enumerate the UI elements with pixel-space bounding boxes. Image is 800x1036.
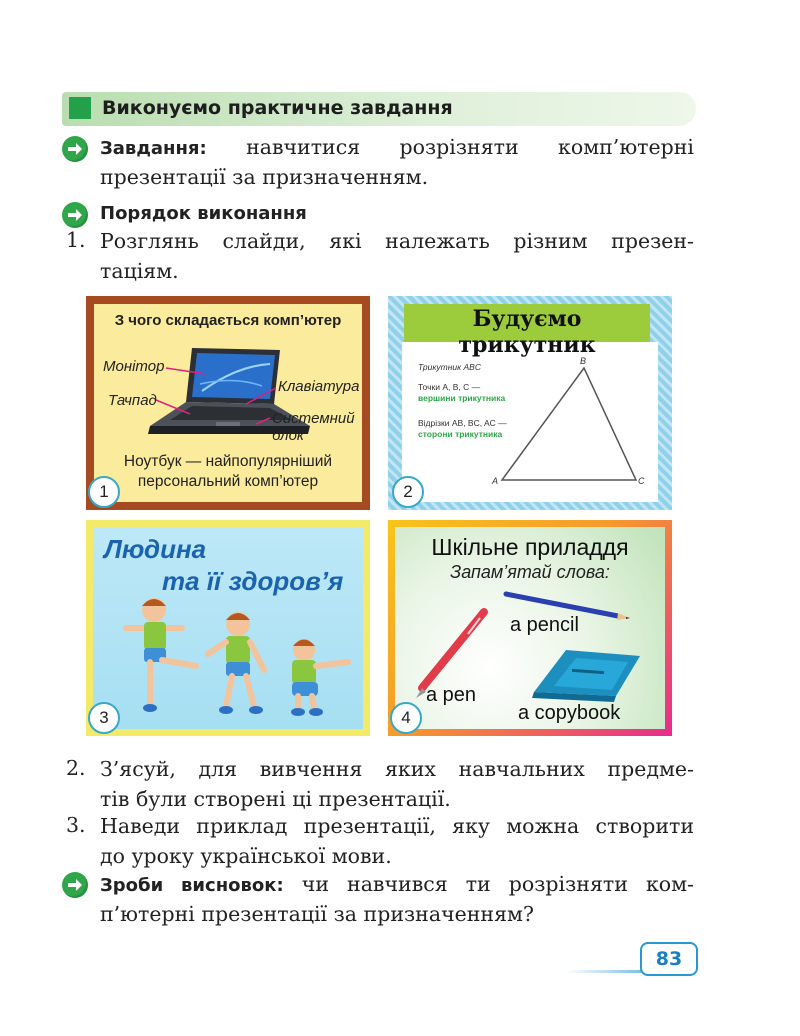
word-copybook: a copybook [518,702,621,724]
task-line-1 [100,132,694,164]
section-title: Виконуємо практичне завдання [102,97,453,119]
triangle-figure [388,296,672,510]
arrow-right-icon [62,202,88,228]
slide-2-text-1: Трикутник ABC [418,362,481,372]
slide-4-title: Шкільне приладдя [431,534,629,560]
slide-1-title: З чого складається комп’ютер [114,312,342,329]
step-2-line-2: тів були створені ці презентації. [100,787,451,811]
task-text-1: навчитися розрізняти комп’ютерні [246,135,694,159]
copybook-icon [532,650,640,702]
section-header [62,92,696,126]
page-number: 83 [640,942,698,976]
slide-2-text-3: вершини трикутника [418,393,506,403]
label-system-unit-2: блок [272,427,304,444]
label-monitor: Монітор [103,358,165,375]
slide-number-badge: 2 [392,476,424,508]
vertex-a: A [492,476,499,486]
label-keyboard: Клавіатура [278,378,360,395]
slide-1-caption [86,452,370,492]
task-text-2: презентації за призначенням. [100,165,429,189]
step-number: 3. [66,813,86,837]
slide-3-title-1: Людина [104,534,207,564]
slide-1-caption-2: персональний комп’ютер [137,473,319,490]
word-pen: a pen [426,684,477,706]
arrow-right-icon [62,872,88,898]
step-number: 1. [66,228,86,252]
label-touchpad: Тачпад [108,392,157,409]
slide-4-subtitle: Запам’ятай слова: [450,562,610,582]
label-system-unit-1: Системний [272,410,355,427]
slide-2-text-5: сторони трикутника [418,429,503,439]
slide-2-title: Будуємо трикутник [458,306,596,358]
slide-2-text-2: Точки A, B, C — [418,382,481,392]
slide-3 [86,520,370,736]
conclusion-label: Зроби висновок: [100,875,284,896]
vertex-b: B [580,356,587,366]
step-number: 2. [66,756,86,780]
step-2-line-1: З’ясуй, для вивчення яких навчальних предме- [100,757,694,781]
conclusion-text-2: п’ютерні презентації за призначенням? [100,902,534,926]
slide-4 [388,520,672,736]
step-3-line-1: Наведи приклад презентації, яку можна створити [100,814,694,838]
task-label: Завдання: [100,138,207,159]
conclusion-text-1: чи навчився ти розрізняти ком- [301,872,694,896]
slide-number-badge: 1 [88,476,120,508]
slide-1-caption-1: Ноутбук — найпопулярніший [123,453,333,470]
conclusion-line-1 [100,869,694,901]
vertex-c: C [638,476,645,486]
slide-2-text-4: Відрізки AB, BC, AC — [418,418,507,428]
children-exercising-illustration [86,520,370,736]
procedure-label: Порядок виконання [100,203,307,224]
step-3-line-2: до уроку української мови. [100,844,392,868]
section-square-icon [69,97,91,119]
step-1-line-1: Розглянь слайди, які належать різним презен- [100,229,694,253]
slide-3-title-2: та її здоров’я [162,566,344,596]
slide-1 [86,296,370,510]
word-pencil: a pencil [510,614,579,636]
slide-number-badge: 4 [390,702,422,734]
arrow-right-icon [62,136,88,162]
step-1-line-2: таціям. [100,259,179,283]
slide-number-badge: 3 [88,702,120,734]
slide-2 [388,296,672,510]
